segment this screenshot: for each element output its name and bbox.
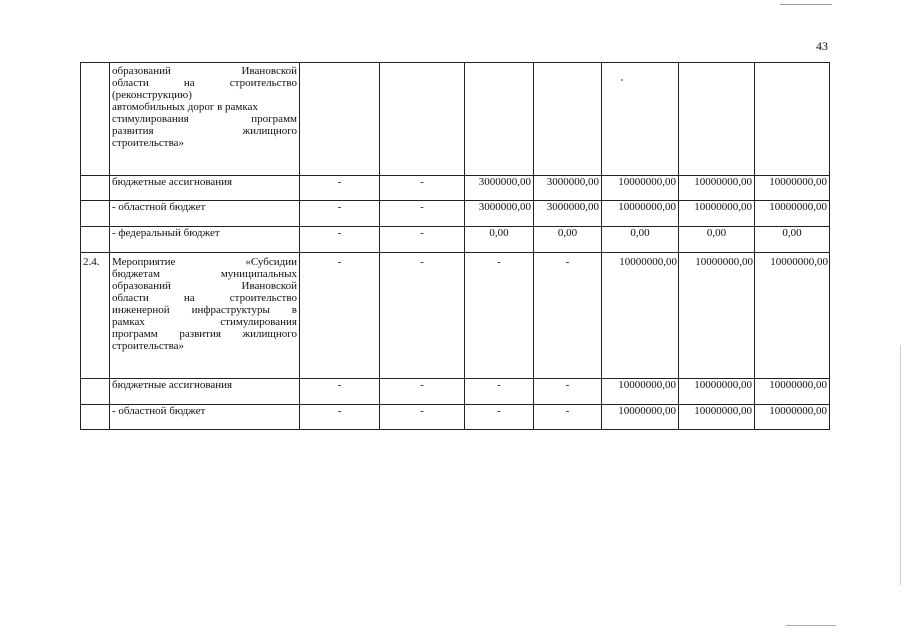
value-cell: 10000000,00 bbox=[679, 176, 755, 201]
value-cell: 0,00 bbox=[465, 227, 534, 253]
description-cell bbox=[110, 63, 300, 176]
row-number-cell bbox=[81, 201, 110, 227]
value-cell: 10000000,00 bbox=[755, 405, 830, 430]
value-cell: - bbox=[380, 253, 465, 379]
table-row bbox=[81, 63, 830, 176]
value-cell: - bbox=[534, 379, 602, 405]
value-cell: 10000000,00 bbox=[755, 176, 830, 201]
scan-artifact-line-bottom bbox=[786, 625, 836, 626]
value-cell: - bbox=[300, 253, 380, 379]
row-number-cell bbox=[81, 379, 110, 405]
description-line: области на строительство bbox=[112, 292, 297, 304]
value-cell: 10000000,00 bbox=[679, 201, 755, 227]
value-cell: - bbox=[380, 379, 465, 405]
value-cell: - bbox=[380, 405, 465, 430]
table-row bbox=[81, 176, 830, 201]
value-cell bbox=[465, 63, 534, 176]
label-cell: - областной бюджет bbox=[110, 201, 300, 227]
description-line: строительства» bbox=[112, 137, 185, 149]
table-row bbox=[81, 405, 830, 430]
value-cell: 0,00 bbox=[755, 227, 830, 253]
table-row bbox=[81, 253, 830, 379]
description-line: программ развития жилищного bbox=[112, 328, 297, 340]
description-line: Мероприятие «Субсидии bbox=[112, 256, 297, 268]
value-cell: 10000000,00 bbox=[755, 253, 830, 379]
value-cell: 10000000,00 bbox=[679, 405, 755, 430]
description-line: области на строительство bbox=[112, 77, 297, 89]
value-cell: 0,00 bbox=[602, 227, 679, 253]
description-line: строительства» bbox=[112, 340, 185, 352]
label-cell: - областной бюджет bbox=[110, 405, 300, 430]
value-cell: 10000000,00 bbox=[602, 201, 679, 227]
value-cell bbox=[380, 63, 465, 176]
description-line: автомобильных дорог в рамках bbox=[112, 101, 258, 113]
value-cell: - bbox=[300, 176, 380, 201]
description-cell bbox=[110, 253, 300, 379]
value-cell: 10000000,00 bbox=[755, 201, 830, 227]
value-cell bbox=[534, 63, 602, 176]
value-cell bbox=[300, 63, 380, 176]
value-cell: - bbox=[300, 405, 380, 430]
value-cell: 10000000,00 bbox=[679, 379, 755, 405]
row-number-cell bbox=[81, 405, 110, 430]
value-cell: 10000000,00 bbox=[602, 176, 679, 201]
value-cell: 0,00 bbox=[679, 227, 755, 253]
value-cell: 3000000,00 bbox=[465, 201, 534, 227]
value-cell bbox=[679, 63, 755, 176]
scan-artifact-edge bbox=[900, 345, 901, 585]
row-number-cell bbox=[81, 227, 110, 253]
scan-artifact-line bbox=[780, 4, 832, 5]
label-cell: - федеральный бюджет bbox=[110, 227, 300, 253]
description-line: инженерной инфраструктуры в bbox=[112, 304, 297, 316]
value-cell: - bbox=[300, 201, 380, 227]
value-cell: - bbox=[465, 405, 534, 430]
value-cell: - bbox=[380, 227, 465, 253]
row-number-cell bbox=[81, 63, 110, 176]
description-line: стимулирования программ bbox=[112, 113, 297, 125]
description-line: развития жилищного bbox=[112, 125, 297, 137]
value-cell: - bbox=[534, 253, 602, 379]
page-number: 43 bbox=[816, 39, 828, 53]
budget-table bbox=[80, 62, 830, 430]
description-line: образований Ивановской bbox=[112, 280, 297, 292]
value-cell: 3000000,00 bbox=[534, 201, 602, 227]
label-cell: бюджетные ассигнования bbox=[110, 379, 300, 405]
description-line: образований Ивановской bbox=[112, 65, 297, 77]
value-cell bbox=[602, 63, 679, 176]
value-cell: - bbox=[465, 253, 534, 379]
table-row bbox=[81, 201, 830, 227]
description-line: бюджетам муниципальных bbox=[112, 268, 297, 280]
row-number-cell bbox=[81, 176, 110, 201]
value-cell: - bbox=[380, 201, 465, 227]
label-cell: бюджетные ассигнования bbox=[110, 176, 300, 201]
value-cell: - bbox=[534, 405, 602, 430]
value-cell: 10000000,00 bbox=[755, 379, 830, 405]
value-cell: - bbox=[465, 379, 534, 405]
description-line: (реконструкцию) bbox=[112, 89, 192, 101]
table-row bbox=[81, 227, 830, 253]
value-cell bbox=[755, 63, 830, 176]
value-cell: 10000000,00 bbox=[602, 253, 679, 379]
value-cell: 10000000,00 bbox=[679, 253, 755, 379]
value-cell: 3000000,00 bbox=[465, 176, 534, 201]
value-cell: - bbox=[380, 176, 465, 201]
value-cell: 3000000,00 bbox=[534, 176, 602, 201]
value-cell: 10000000,00 bbox=[602, 379, 679, 405]
table-row bbox=[81, 379, 830, 405]
value-cell: 0,00 bbox=[534, 227, 602, 253]
value-cell: - bbox=[300, 227, 380, 253]
value-cell: - bbox=[300, 379, 380, 405]
description-line: рамках стимулирования bbox=[112, 316, 297, 328]
value-cell: 10000000,00 bbox=[602, 405, 679, 430]
row-number-cell: 2.4. bbox=[81, 253, 110, 379]
